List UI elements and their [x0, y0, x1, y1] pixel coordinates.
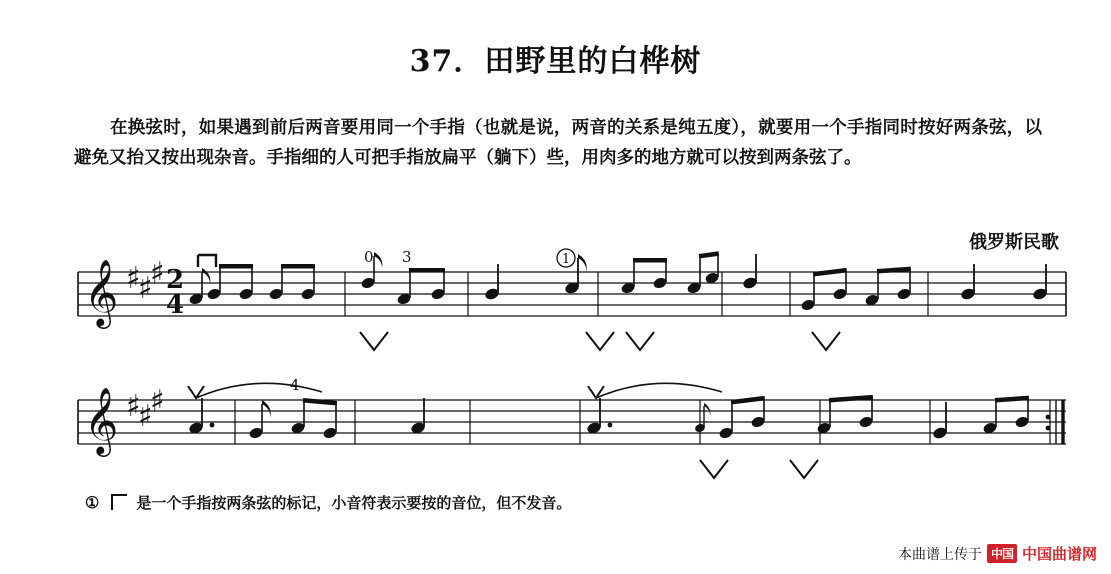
footnote-reference-1	[557, 249, 575, 267]
fingering-4: 4	[290, 376, 300, 394]
footnote	[85, 492, 571, 513]
key-signature-sharp: ♯	[126, 261, 141, 296]
system-1-notes	[188, 251, 1048, 311]
site-logo: 中国	[987, 544, 1017, 563]
system-2-markings	[188, 376, 1063, 478]
slur	[196, 383, 322, 398]
fingering-3: 3	[402, 248, 412, 266]
key-signature-sharp: ♯	[138, 399, 153, 434]
open-string-marking: 0	[364, 248, 374, 266]
down-bow-icon-group	[700, 460, 818, 478]
footnote-marker: ①	[85, 493, 100, 512]
intro-paragraph: 在换弦时，如果遇到前后两音要用同一个手指（也就是说，两音的关系是纯五度），就要用一个手指同时按好两条弦，以避免又抬又按出现杂音。手指细的人可把手指放扁平（躺下）些，用肉多的地方就可以按到两条弦了。	[74, 118, 1042, 168]
staff-system-2	[78, 400, 1066, 444]
footnote-text: 是一个手指按两条弦的标记，小音符表示要按的音位，但不发音。	[136, 494, 572, 512]
key-signature-sharp: ♯	[126, 389, 141, 424]
site-credit	[898, 543, 1097, 564]
staff-system-1	[78, 272, 1066, 316]
key-signature-sharp: ♯	[138, 271, 153, 306]
attribution: 俄罗斯民歌	[969, 232, 1059, 253]
key-signature-sharp: ♯	[150, 384, 165, 419]
treble-clef-icon: 𝄞	[84, 258, 119, 326]
page-title: 37．田野里的白桦树	[409, 44, 702, 79]
time-signature-denominator: 4	[165, 290, 185, 320]
treble-clef-icon: 𝄞	[84, 386, 119, 454]
svg-text:1: 1	[561, 252, 571, 267]
finger-bracket-icon	[111, 494, 127, 510]
up-bow-icon-group	[360, 332, 840, 350]
slur	[596, 383, 722, 398]
key-signature-sharp: ♯	[150, 256, 165, 291]
site-name[interactable]: 中国曲谱网	[1021, 545, 1097, 563]
system-1-markings	[198, 248, 840, 350]
time-signature-numerator: 2	[165, 265, 185, 295]
credit-text: 本曲谱上传于	[897, 546, 982, 563]
down-bow-icon	[198, 255, 216, 267]
